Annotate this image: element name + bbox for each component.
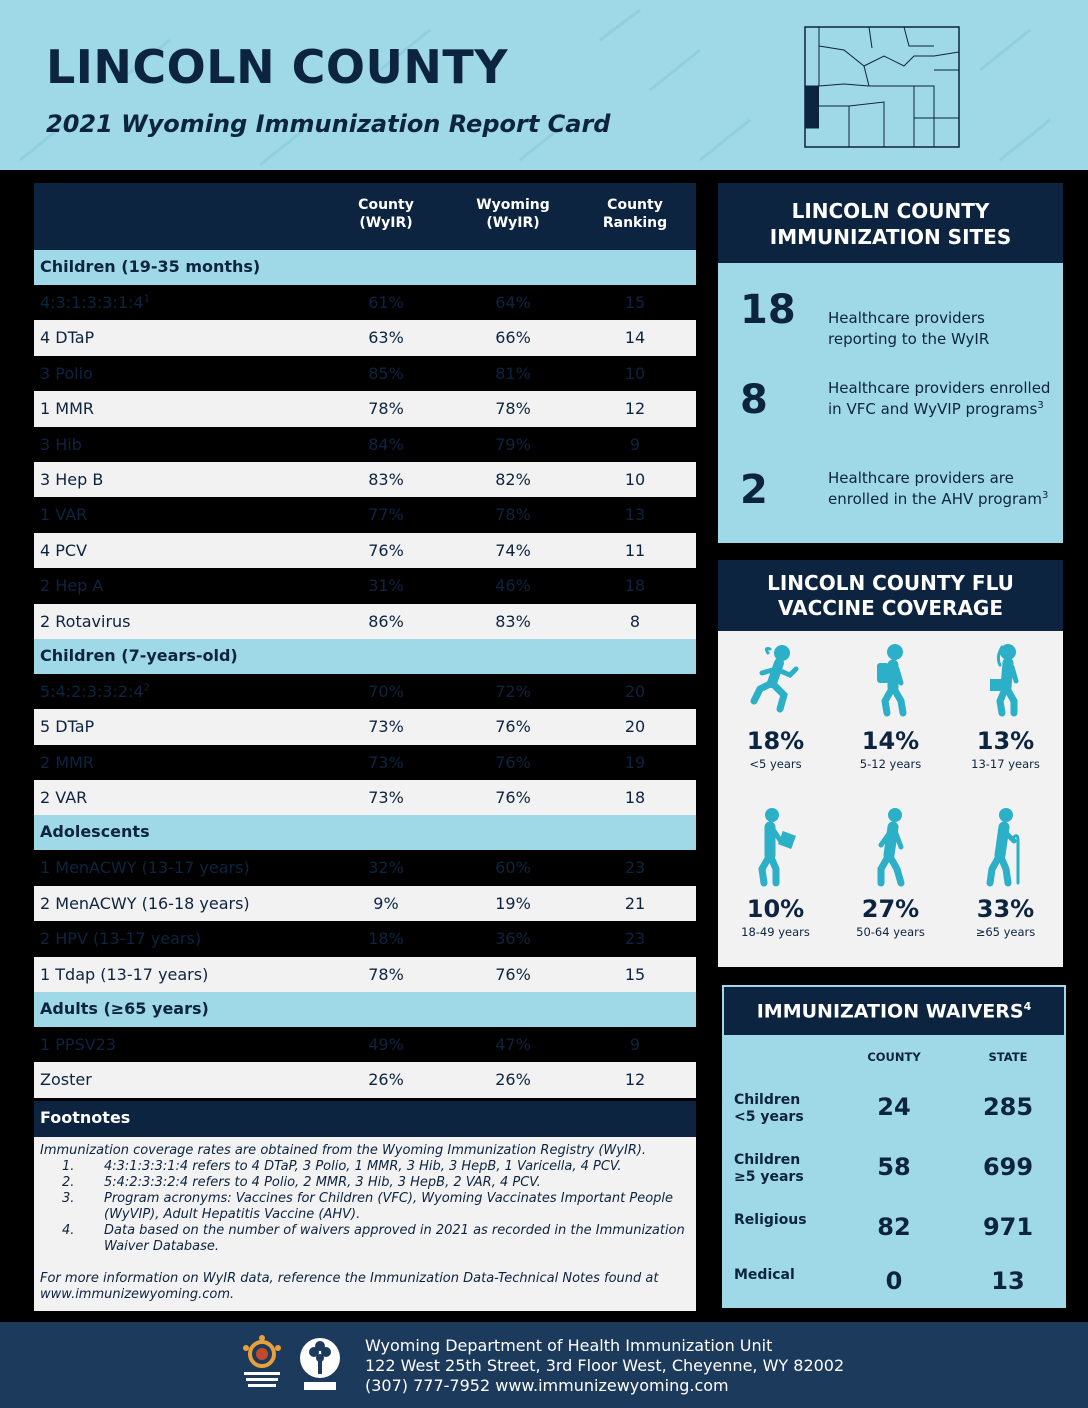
footnote-intro: Immunization coverage rates are obtained from the Wyoming Immunization Registry (WyIR). [40, 1143, 647, 1158]
county-ranking: 23 [624, 929, 646, 949]
waiver-label: Religious [734, 1212, 807, 1228]
wyoming-coverage: 78% [495, 399, 531, 419]
waiver-county-value: 0 [885, 1267, 903, 1295]
county-ranking: 18 [624, 576, 646, 596]
table-body [34, 250, 696, 1098]
vaccine-name: 2 VAR [40, 788, 88, 808]
column-header-wyoming: Wyoming (WyIR) [476, 197, 550, 231]
vaccine-name: 3 Polio [40, 363, 93, 383]
partner-tree-logo [296, 1334, 344, 1396]
waivers-heading: IMMUNIZATION WAIVERS$^4$ [722, 985, 1066, 1037]
county-ranking: 15 [624, 293, 646, 312]
schoolchild-icon [861, 643, 921, 719]
vaccine-name: 1 MenACWY (13-17 years) [40, 858, 250, 878]
footnote-text: 4:3:1:3:3:1:4 refers to 4 DTaP, 3 Polio, 1 MMR, 3 Hib, 3 HepB, 1 Varicella, 4 PCV. [104, 1159, 622, 1174]
wyoming-coverage: 79% [495, 434, 531, 454]
sites-panel [718, 263, 1063, 543]
table-row [34, 886, 696, 921]
vaccine-name: 2 Rotavirus [40, 611, 131, 631]
table-row [34, 1062, 696, 1097]
vaccine-name: 1 PPSV23 [40, 1035, 117, 1055]
county-ranking: 9 [629, 434, 641, 454]
flu-stat [948, 807, 1063, 939]
vaccine-name: 3 Hib [40, 434, 82, 454]
page-header [0, 0, 1088, 170]
county-ranking: 12 [624, 1070, 646, 1090]
page-subtitle: 2021 Wyoming Immunization Report Card [46, 110, 611, 138]
county-coverage: 86% [368, 611, 404, 631]
table-row [34, 533, 696, 568]
footnote-text: Data based on the number of waivers approved in 2021 as recorded in the Immunization Waiver Database. [104, 1223, 685, 1254]
wyoming-coverage: 83% [495, 611, 531, 631]
county-ranking: 21 [624, 893, 646, 913]
table-section-heading: Adolescents [34, 815, 696, 850]
table-row [34, 356, 696, 391]
table-row [34, 850, 696, 885]
waivers-column-county: COUNTY [867, 1050, 921, 1064]
county-coverage: 73% [368, 717, 404, 737]
footnote-item [40, 1223, 690, 1255]
vaccine-name: 2 MMR [40, 752, 94, 772]
county-ranking: 20 [624, 681, 646, 701]
vaccine-name: $5:4:2:3:3:2:4^2$ [40, 681, 150, 701]
sites-heading: LINCOLN COUNTY IMMUNIZATION SITES [718, 183, 1063, 263]
site-count: 8 [740, 377, 768, 423]
waiver-state-value: 971 [982, 1213, 1034, 1241]
immunization-coverage-table [34, 183, 696, 1098]
flu-age-group: 50-64 years [856, 925, 925, 939]
vaccine-name: 3 Hep B [40, 469, 104, 489]
county-coverage: 61% [368, 293, 404, 312]
flu-age-group: 5-12 years [859, 757, 922, 771]
county-ranking: 9 [629, 1035, 641, 1055]
waiver-label: Children <5 years [734, 1092, 804, 1125]
column-header-ranking: County Ranking [602, 197, 668, 231]
vaccine-name: 2 Hep A [40, 576, 104, 596]
flu-stat [833, 643, 948, 771]
footnote-item [40, 1191, 690, 1223]
wyoming-coverage: 74% [495, 540, 531, 560]
footnote-item [40, 1159, 690, 1175]
vaccine-name: Zoster [40, 1070, 92, 1090]
table-row [34, 320, 696, 355]
vaccine-name: 1 Tdap (13-17 years) [40, 964, 209, 984]
wyoming-coverage: 36% [495, 929, 531, 949]
wyoming-coverage: 46% [495, 576, 531, 596]
footnote-number: 3. [62, 1191, 75, 1206]
wyoming-coverage: 66% [495, 328, 531, 348]
flu-percent: 18% [746, 727, 805, 755]
department-of-health-logo [238, 1334, 286, 1396]
county-ranking: 8 [629, 611, 641, 631]
footnote-text: Program acronyms: Vaccines for Children (VFC), Wyoming Vaccinates Important People (WyVIP), Adult Hepatitis Vaccine (AHV). [104, 1191, 674, 1222]
wyoming-coverage: 76% [495, 788, 531, 808]
vaccine-name: 2 HPV (13-17 years) [40, 929, 202, 949]
county-coverage: 78% [368, 399, 404, 419]
wyoming-coverage: 82% [495, 469, 531, 489]
wyoming-coverage: 26% [495, 1070, 531, 1090]
table-row [34, 604, 696, 639]
flu-percent: 10% [746, 895, 805, 923]
waiver-county-value: 82 [877, 1213, 911, 1241]
waiver-state-value: 285 [982, 1093, 1034, 1121]
table-row [34, 745, 696, 780]
site-count: 18 [740, 287, 796, 333]
flu-age-group: ≥65 years [975, 925, 1036, 939]
flu-age-group: 13-17 years [971, 757, 1040, 771]
wyoming-coverage: 64% [495, 293, 531, 312]
site-description: Healthcare providers enrolled in VFC and WyVIP programs$^3$ [828, 379, 1051, 418]
waiver-county-value: 58 [877, 1153, 911, 1181]
county-ranking: 14 [624, 328, 646, 348]
table-row [34, 568, 696, 603]
table-row [34, 391, 696, 426]
vaccine-name: 4 DTaP [40, 328, 95, 348]
column-header-county: County (WyIR) [358, 197, 414, 231]
waiver-label: Medical [734, 1267, 795, 1283]
county-coverage: 9% [373, 893, 399, 913]
flu-age-group: 18-49 years [741, 925, 810, 939]
county-ranking: 20 [624, 717, 646, 737]
footnote-item [40, 1175, 690, 1191]
vaccine-name: $4:3:1:3:3:1:4^1$ [40, 293, 150, 312]
footnote-number: 1. [62, 1159, 75, 1174]
flu-percent: 14% [861, 727, 920, 755]
flu-age-group: <5 years [749, 757, 802, 771]
adult-with-folder-icon [746, 807, 806, 887]
page-title: LINCOLN COUNTY [46, 40, 509, 94]
wyoming-coverage: 78% [495, 505, 531, 525]
waiver-state-value: 699 [982, 1153, 1034, 1181]
wyoming-coverage: 60% [495, 858, 531, 878]
county-coverage: 32% [368, 858, 404, 878]
senior-with-cane-icon [976, 807, 1036, 887]
footnote-text: 5:4:2:3:3:2:4 refers to 4 Polio, 2 MMR, 3 Hib, 3 HepB, 2 VAR, 4 PCV. [104, 1175, 541, 1190]
wyoming-coverage: 76% [495, 964, 531, 984]
county-coverage: 76% [368, 540, 404, 560]
county-coverage: 78% [368, 964, 404, 984]
vaccine-name: 2 MenACWY (16-18 years) [40, 893, 250, 913]
waiver-label: Children ≥5 years [734, 1152, 804, 1185]
county-ranking: 12 [624, 399, 646, 419]
footer-address: 122 West 25th Street, 3rd Floor West, Cheyenne, WY 82002 [365, 1356, 845, 1375]
county-coverage: 31% [368, 576, 404, 596]
table-row [34, 957, 696, 992]
county-ranking: 15 [624, 964, 646, 984]
wyoming-coverage: 76% [495, 752, 531, 772]
county-ranking: 13 [624, 505, 646, 525]
site-description: Healthcare providers reporting to the WyIR [828, 309, 990, 348]
table-row [34, 1027, 696, 1062]
county-coverage: 49% [368, 1035, 404, 1055]
flu-stat [948, 643, 1063, 771]
footnote-number: 2. [62, 1175, 75, 1190]
footnote-more-info: For more information on WyIR data, reference the Immunization Data-Technical Notes found at www.immunizewyoming.com. [40, 1271, 659, 1302]
table-row [34, 497, 696, 532]
table-header [34, 183, 696, 250]
waivers-column-state: STATE [988, 1050, 1028, 1064]
vaccine-name: 5 DTaP [40, 717, 95, 737]
wyoming-county-map-icon [804, 26, 960, 148]
table-row [34, 921, 696, 956]
county-coverage: 84% [368, 434, 404, 454]
county-coverage: 26% [368, 1070, 404, 1090]
vaccine-name: 1 VAR [40, 505, 88, 525]
county-ranking: 19 [624, 752, 646, 772]
county-ranking: 11 [624, 540, 646, 560]
county-ranking: 23 [624, 858, 646, 878]
county-coverage: 85% [368, 363, 404, 383]
table-row [34, 427, 696, 462]
site-description: Healthcare providers are enrolled in the AHV program$^3$ [828, 469, 1049, 508]
county-ranking: 18 [624, 788, 646, 808]
site-count: 2 [740, 467, 768, 513]
table-row [34, 462, 696, 497]
county-coverage: 18% [368, 929, 404, 949]
wyoming-coverage: 19% [495, 893, 531, 913]
footnote-number: 4. [62, 1223, 75, 1238]
table-row [34, 780, 696, 815]
footer-org-name: Wyoming Department of Health Immunization Unit [365, 1336, 773, 1355]
wyoming-coverage: 81% [495, 363, 531, 383]
footnotes-heading: Footnotes [34, 1101, 696, 1137]
running-child-icon [746, 643, 806, 719]
flu-stat [718, 807, 833, 939]
wyoming-coverage: 47% [495, 1035, 531, 1055]
county-coverage: 70% [368, 681, 404, 701]
wyoming-coverage: 76% [495, 717, 531, 737]
teen-with-backpack-icon [976, 643, 1036, 719]
county-coverage: 73% [368, 788, 404, 808]
county-coverage: 83% [368, 469, 404, 489]
flu-percent: 27% [861, 895, 920, 923]
footer-phone-website: (307) 777-7952 www.immunizewyoming.com [365, 1376, 729, 1395]
flu-percent: 13% [976, 727, 1035, 755]
vaccine-name: 4 PCV [40, 540, 88, 560]
flu-percent: 33% [976, 895, 1035, 923]
table-row [34, 709, 696, 744]
county-coverage: 73% [368, 752, 404, 772]
table-section-heading: Children (7-years-old) [34, 639, 696, 674]
table-section-heading: Children (19-35 months) [34, 250, 696, 285]
table-row [34, 674, 696, 709]
table-row [34, 285, 696, 320]
flu-panel [718, 631, 1063, 967]
county-coverage: 63% [368, 328, 404, 348]
waiver-county-value: 24 [877, 1093, 911, 1121]
footnotes-body [34, 1137, 696, 1311]
county-ranking: 10 [624, 363, 646, 383]
waivers-panel [722, 1037, 1066, 1308]
table-section-heading: Adults (≥65 years) [34, 992, 696, 1027]
waiver-state-value: 13 [991, 1267, 1025, 1295]
flu-heading: LINCOLN COUNTY FLU VACCINE COVERAGE [718, 560, 1063, 631]
flu-stat [833, 807, 948, 939]
walking-adult-icon [861, 807, 921, 887]
county-ranking: 10 [624, 469, 646, 489]
county-coverage: 77% [368, 505, 404, 525]
footer-contact [365, 1336, 844, 1396]
wyoming-coverage: 72% [495, 681, 531, 701]
flu-stat [718, 643, 833, 771]
page-footer [0, 1322, 1088, 1408]
vaccine-name: 1 MMR [40, 399, 94, 419]
